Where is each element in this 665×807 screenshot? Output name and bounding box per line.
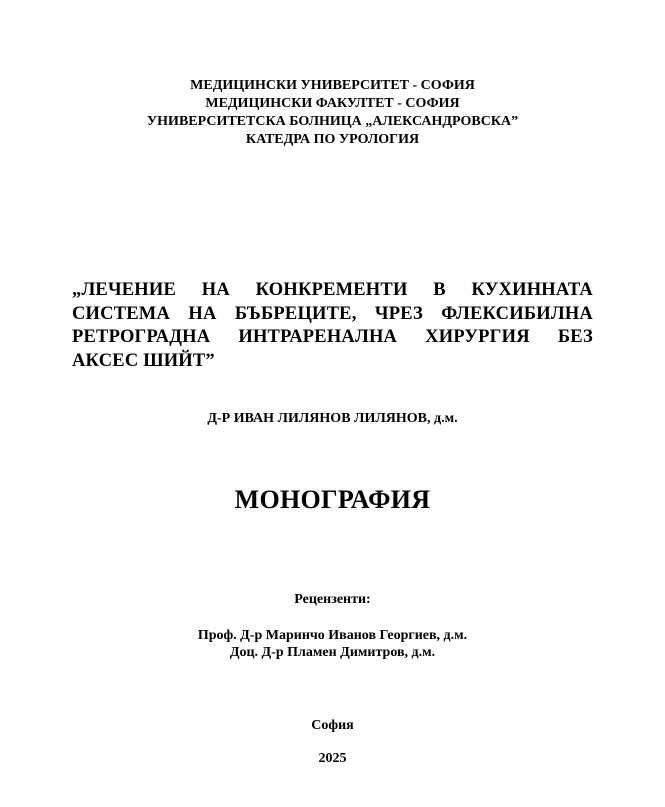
institution-header bbox=[0, 77, 665, 149]
author-name: Д-Р ИВАН ЛИЛЯНОВ ЛИЛЯНОВ, д.м. bbox=[207, 411, 458, 426]
title-line-3: РЕТРОГРАДНА ИНТРАРЕНАЛНА ХИРУРГИЯ БЕЗ bbox=[72, 327, 593, 347]
document-type-heading: МОНОГРАФИЯ bbox=[234, 485, 431, 514]
title-line-1: „ЛЕЧЕНИЕ НА КОНКРЕМЕНТИ В КУХИННАТА bbox=[72, 280, 593, 300]
institution-faculty: МЕДИЦИНСКИ ФАКУЛТЕТ - СОФИЯ bbox=[205, 96, 460, 111]
reviewers-label: Рецензенти: bbox=[294, 592, 371, 607]
publication-city: София bbox=[311, 718, 354, 733]
reviewers-list bbox=[0, 627, 665, 661]
title-line-2: СИСТЕМА НА БЪБРЕЦИТЕ, ЧРЕЗ ФЛЕКСИБИЛНА bbox=[72, 303, 593, 324]
institution-university: МЕДИЦИНСКИ УНИВЕРСИТЕТ - СОФИЯ bbox=[190, 78, 475, 93]
publication-year: 2025 bbox=[318, 751, 347, 766]
reviewer-2: Доц. Д-р Пламен Димитров, д.м. bbox=[229, 645, 436, 660]
reviewer-1: Проф. Д-р Маринчо Иванов Георгиев, д.м. bbox=[197, 628, 468, 643]
institution-hospital: УНИВЕРСИТЕТСКА БОЛНИЦА „АЛЕКСАНДРОВСКА” bbox=[146, 114, 519, 129]
title-line-4: АКСЕС ШИЙТ” bbox=[72, 350, 215, 371]
monograph-title bbox=[72, 279, 593, 373]
institution-department: КАТЕДРА ПО УРОЛОГИЯ bbox=[245, 132, 420, 147]
